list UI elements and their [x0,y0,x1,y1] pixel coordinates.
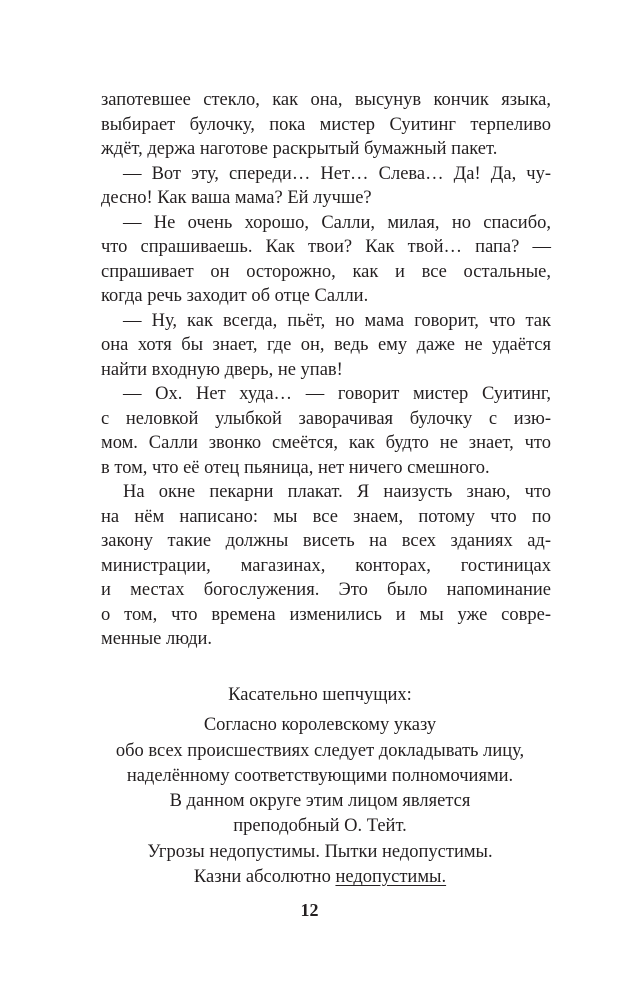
notice-line: Согласно королевскому указу [203,715,437,736]
text-line: выбирает булочку, пока мистер Суитинг терпеливо [101,114,551,135]
notice-line: преподобный О. Тейт. [233,816,407,837]
text-line: — Вот эту, спереди… Нет… Слева… Да! Да, чу- [123,163,551,184]
text-line: запотевшее стекло, как она, высунув кончик языка, [101,90,551,110]
text-line: спрашивает он осторожно, как и все остальные, [101,261,551,282]
text-line: десно! Как ваша мама? Ей лучше? [101,188,372,208]
text-line: менные люди. [101,629,213,649]
page-number: 12 [300,900,319,920]
notice-heading: Касательно шепчущих: [228,685,412,705]
text-line: ждёт, держа наготове раскрытый бумажный пакет. [101,139,498,159]
notice-line: наделённому соответствующими полномочиями. [126,765,514,786]
text-line: На окне пекарни плакат. Я наизусть знаю, что [123,482,551,502]
notice-line: Угрозы недопустимы. Пытки недопустимы. [147,841,493,862]
text-line: о том, что времена изменились и мы уже совре- [101,604,551,625]
text-line: — Не очень хорошо, Салли, милая, но спасибо, [123,212,551,233]
text-line: найти входную дверь, не упав! [101,359,343,380]
text-line: — Ну, как всегда, пьёт, но мама говорит, что так [123,310,551,331]
poster-notice [90,683,550,890]
notice-last-line-prefix: Казни абсолютно [193,867,336,888]
notice-line: В данном округе этим лицом является [169,791,471,812]
text-line: — Ох. Нет худа… — говорит мистер Суитинг, [123,384,551,404]
notice-line: обо всех происшествиях следует докладывать лицу, [115,740,525,761]
text-line: и местах богослужения. Это было напоминание [101,580,551,600]
notice-last-line [90,865,550,890]
text-line: министрации, магазинах, конторах, гостиницах [101,555,551,576]
text-line: в том, что её отец пьяница, нет ничего смешного. [101,457,490,478]
text-line: с неловкой улыбкой заворачивая булочку с изю- [101,408,551,429]
text-line: что спрашиваешь. Как твои? Как твой… папа? — [101,237,551,257]
text-line: она хотя бы знает, где он, ведь ему даже не удаётся [101,335,551,355]
text-line: закону такие должны висеть на всех зданиях ад- [101,531,551,551]
body-text [101,88,551,652]
text-line: на нём написано: мы все знаем, потому что по [101,506,551,527]
notice-underlined-word: недопустимы. [335,867,447,888]
text-line: мом. Салли звонко смеётся, как будто не знает, что [101,433,551,453]
text-line: когда речь заходит об отце Салли. [101,286,369,306]
